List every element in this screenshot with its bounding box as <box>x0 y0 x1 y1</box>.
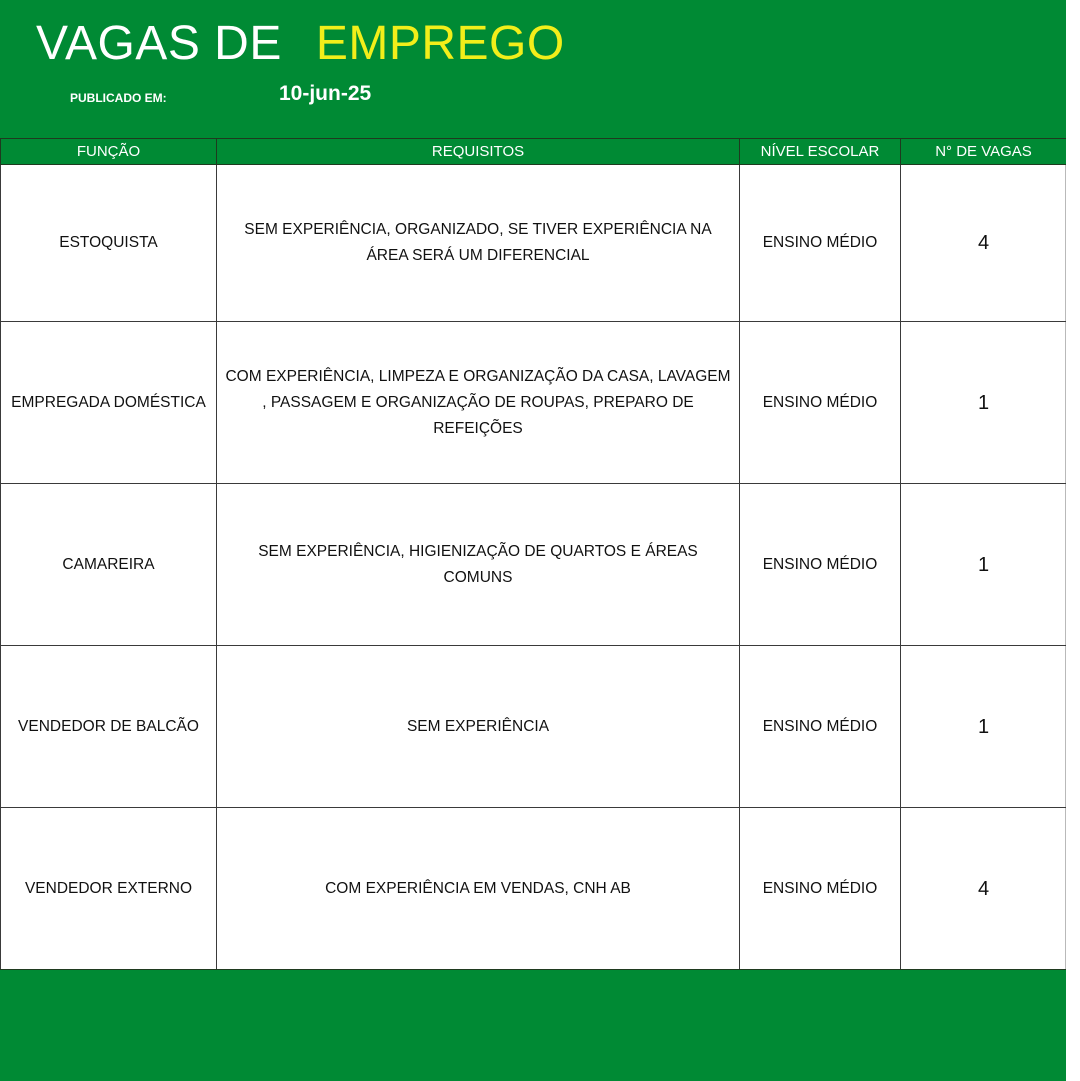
cell-funcao: CAMAREIRA <box>1 484 217 646</box>
cell-nivel-escolar: ENSINO MÉDIO <box>740 808 901 970</box>
table-row <box>1 322 1067 484</box>
page-title <box>36 14 565 74</box>
cell-numero-vagas: 4 <box>901 808 1067 970</box>
cell-numero-vagas: 1 <box>901 322 1067 484</box>
footer-banner <box>0 969 1066 1081</box>
cell-requisitos: COM EXPERIÊNCIA EM VENDAS, CNH AB <box>217 808 740 970</box>
cell-requisitos: SEM EXPERIÊNCIA <box>217 646 740 808</box>
table-row <box>1 646 1067 808</box>
cell-funcao: VENDEDOR EXTERNO <box>1 808 217 970</box>
cell-requisitos: SEM EXPERIÊNCIA, HIGIENIZAÇÃO DE QUARTOS E ÁREAS COMUNS <box>217 484 740 646</box>
published-date: 10-jun-25 <box>279 82 372 105</box>
cell-numero-vagas: 4 <box>901 165 1067 322</box>
table-row <box>1 484 1067 646</box>
jobs-table <box>0 138 1067 970</box>
cell-funcao: VENDEDOR DE BALCÃO <box>1 646 217 808</box>
cell-requisitos: COM EXPERIÊNCIA, LIMPEZA E ORGANIZAÇÃO DA CASA, LAVAGEM , PASSAGEM E ORGANIZAÇÃO DE ROUPAS, PREPARO DE REFEIÇÕES <box>217 322 740 484</box>
cell-nivel-escolar: ENSINO MÉDIO <box>740 484 901 646</box>
table-row <box>1 808 1067 970</box>
cell-requisitos: SEM EXPERIÊNCIA, ORGANIZADO, SE TIVER EXPERIÊNCIA NA ÁREA SERÁ UM DIFERENCIAL <box>217 165 740 322</box>
column-header-nivel-escolar: NÍVEL ESCOLAR <box>740 139 901 165</box>
column-header-requisitos: REQUISITOS <box>217 139 740 165</box>
table-header-row <box>1 139 1067 165</box>
published-label: PUBLICADO EM: <box>70 91 167 105</box>
header-banner <box>0 0 1066 139</box>
cell-nivel-escolar: ENSINO MÉDIO <box>740 322 901 484</box>
page-edge <box>1066 0 1080 1080</box>
column-header-funcao: FUNÇÃO <box>1 139 217 165</box>
column-header-numero-vagas: N° DE VAGAS <box>901 139 1067 165</box>
cell-nivel-escolar: ENSINO MÉDIO <box>740 646 901 808</box>
cell-nivel-escolar: ENSINO MÉDIO <box>740 165 901 322</box>
cell-funcao: EMPREGADA DOMÉSTICA <box>1 322 217 484</box>
cell-funcao: ESTOQUISTA <box>1 165 217 322</box>
table-row <box>1 165 1067 322</box>
cell-numero-vagas: 1 <box>901 484 1067 646</box>
title-part-1: VAGAS DE <box>36 17 282 70</box>
cell-numero-vagas: 1 <box>901 646 1067 808</box>
title-part-2: EMPREGO <box>315 17 565 70</box>
